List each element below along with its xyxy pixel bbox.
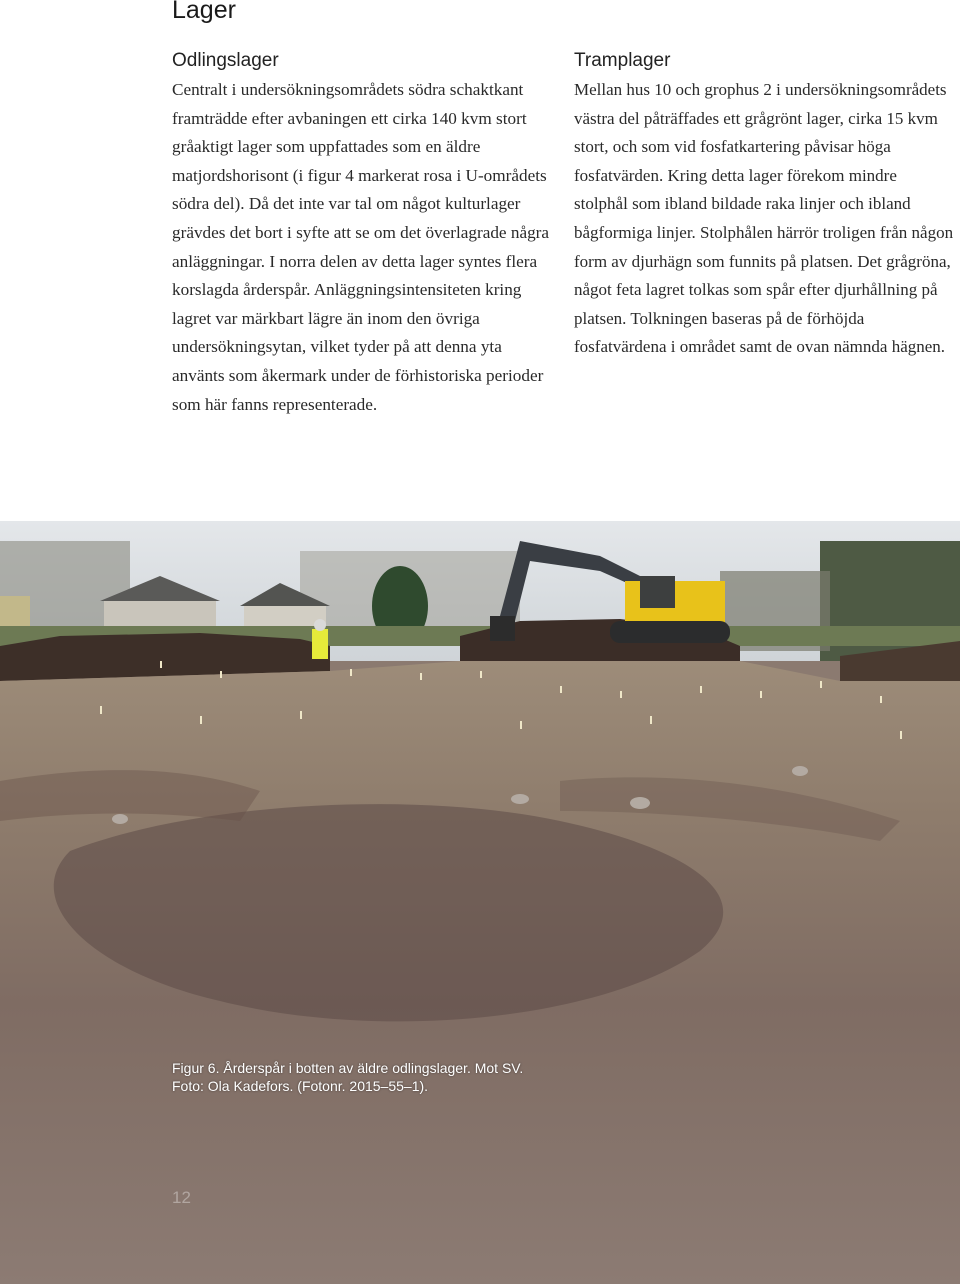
right-column	[574, 46, 954, 362]
caption-line-2: Foto: Ola Kadefors. (Fotonr. 2015–55–1).	[172, 1078, 429, 1094]
page-number: 12	[172, 1188, 191, 1207]
excavation-photo-illustration	[0, 521, 960, 1284]
worker	[312, 619, 328, 659]
caption-line-1: Figur 6. Årderspår i botten av äldre odlingslager. Mot SV.	[172, 1060, 524, 1076]
section-title: Lager	[172, 0, 236, 24]
tramplager-heading: Tramplager	[574, 50, 671, 71]
figure-caption	[172, 1059, 632, 1095]
left-column	[172, 46, 552, 419]
odlingslager-body: Centralt i undersökningsområdets södra schaktkant framträdde efter avbaningen ett cirka 140 kvm stort gråaktigt lager som uppfattades som en äldre matjordshorisont (i figur 4 markerat rosa i U-områdets södra del). Då det inte var tal om något kulturlager grävdes det bort i syfte att se om det överlagrade några anläggningar. I norra delen av detta lager syntes flera korslagda årderspår. Anläggningsintensiteten kring lagret var märkbart lägre än inom den övriga undersökningsytan, vilket tyder på att denna yta använts som åkermark under de förhistoriska perioder som här fanns representerade.	[172, 80, 550, 414]
odlingslager-heading: Odlingslager	[172, 50, 279, 71]
tramplager-body: Mellan hus 10 och grophus 2 i undersökningsområdets västra del påträffades ett grågrönt lager, cirka 15 kvm stort, och som vid fosfatkartering påvisar höga fosfatvärden. Kring detta lager förekom mindre stolphål som ibland bildade raka linjer och ibland bågformiga linjer. Stolphålen härrör troligen från någon form av djurhägn som funnits på platsen. Det grågröna, något feta lagret tolkas som spår efter djurhållning på platsen. Tolkningen baseras på de förhöjda fosfatvärdena i området samt de ovan nämnda hägnen.	[574, 80, 954, 357]
excavation-photo	[0, 521, 960, 1284]
